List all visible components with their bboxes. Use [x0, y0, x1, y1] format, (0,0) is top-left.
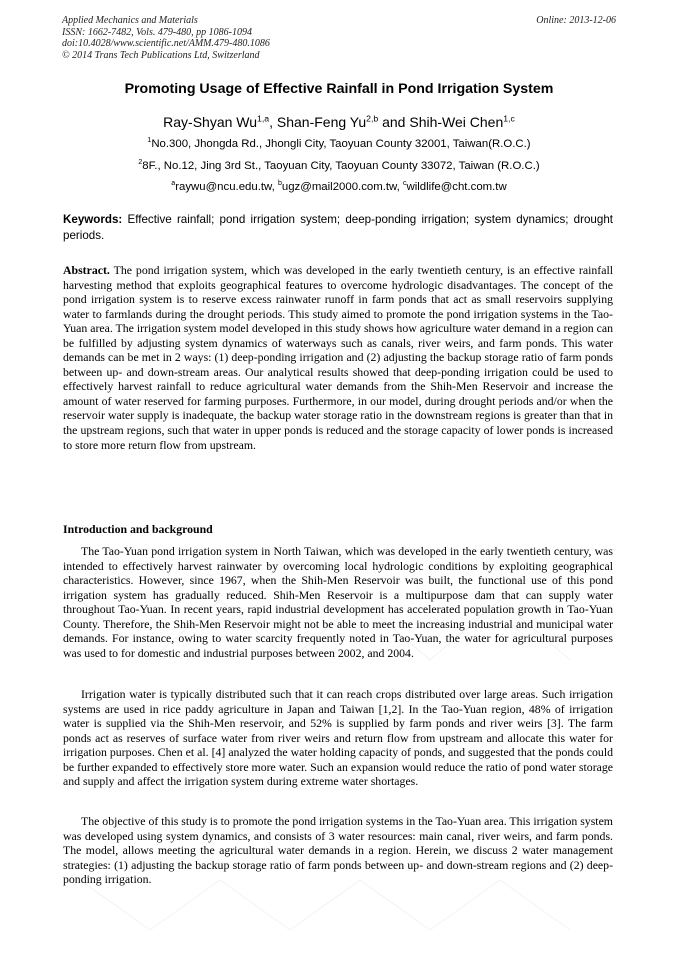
- author-3: and Shih-Wei Chen: [378, 114, 504, 130]
- keywords-label: Keywords:: [63, 213, 123, 226]
- keywords: [63, 212, 613, 244]
- email-a[interactable]: raywu@ncu.edu.tw,: [175, 181, 278, 193]
- author-2: , Shan-Feng Yu: [269, 114, 367, 130]
- email-b[interactable]: ugz@mail2000.com.tw,: [281, 181, 403, 193]
- affiliation-1: [0, 138, 678, 150]
- email-c[interactable]: wildlife@cht.com.tw: [406, 181, 507, 193]
- paper-title: Promoting Usage of Effective Rainfall in Pond Irrigation System: [124, 81, 554, 97]
- abstract: [63, 263, 613, 452]
- author-2-sup: 2,b: [366, 113, 379, 124]
- abstract-text: The pond irrigation system, which was developed in the early twentieth century, is an effective rainfall harvesting method that exploits geographical features to overcome hydrologic disadvantages. The concept of the pond irrigation system is to reserve excess rainwater runoff in farm ponds that act as small reservoirs supplying water to farmlands during the drought periods. This study aimed to promote the pond irrigation systems in the Tao-Yuan area. The irrigation system model developed in this study shows how agriculture water demand in a region can be fulfilled by adjusting system dynamics of waterways such as canals, river weirs, and farm ponds. This water demands can be met in 2 ways: (1) deep-ponding irrigation and (2) adjusting the backup storage ratio of farm ponds between up- and down-stream areas. Our analytical results showed that deep-ponding irrigation could be used to effectively harvest rainfall to reduce agricultural water demands from the Shih-Men Reservoir and increase the amount of water reserved for farming purposes. Furthermore, in our model, during drought periods and/or when the reservoir water supply is inadequate, the backup water storage ratio in the downstream regions is greater than that in the upstream regions, such that water in upper ponds is reduced and the storage capacity of lower ponds is increased to store more return flow from upstream.: [63, 263, 613, 452]
- aff1-text: No.300, Jhongda Rd., Jhongli City, Taoyuan County 32001, Taiwan(R.O.C.): [151, 138, 531, 150]
- affiliation-2: [0, 160, 678, 172]
- intro-p3-text: The objective of this study is to promote the pond irrigation systems in the Tao-Yuan area. This irrigation system was developed using system dynamics, and consists of 3 water resources: main canal, river weirs, and farm ponds. The model, allows meeting the agricultural water demands in a region. Herein, we discuss 2 water management strategies: (1) adjusting the backup storage ratio of farm ponds between up- and down-stream regions and (2) deep-ponding irrigation.: [63, 814, 613, 887]
- intro-paragraph-1: [63, 544, 613, 660]
- intro-paragraph-2: [63, 687, 613, 789]
- author-1-sup: 1,a: [257, 113, 270, 124]
- email-a-sup: a: [171, 180, 176, 188]
- intro-paragraph-3: [63, 814, 613, 887]
- online-date: Online: 2013-12-06: [536, 15, 616, 26]
- copyright-line: © 2014 Trans Tech Publications Ltd, Switzerland: [62, 49, 260, 61]
- aff2-sup: 2: [138, 159, 143, 167]
- aff2-text: 8F., No.12, Jing 3rd St., Taoyuan City, Taoyuan County 33072, Taiwan (R.O.C.): [142, 160, 540, 172]
- email-line: [0, 181, 678, 193]
- journal-name: Applied Mechanics and Materials: [62, 15, 198, 26]
- author-1: Ray-Shyan Wu: [163, 114, 258, 130]
- doi-line: doi:10.4028/www.scientific.net/AMM.479-480.1086: [62, 38, 270, 49]
- abstract-label: Abstract.: [63, 263, 110, 277]
- journal-meta: [62, 15, 270, 61]
- intro-p1-text: The Tao-Yuan pond irrigation system in North Taiwan, which was developed in the early twentieth century, was intended to effectively harvest rainwater by overcoming local hydrologic conditions by exploiting geographical characteristics. However, since 1967, when the Shih-Men Reservoir was built, the functional use of this pond irrigation system has gradually reduced. Shih-Men Reservoir is a multipurpose dam that can supply water throughout Tao-Yuan. In recent years, rapid industrial development has accelerated population growth in Tao-Yuan County. Therefore, the Shih-Men Reservoir might not be able to meet the increasing industrial and municipal water demands. For instance, owing to water scarcity frequently noted in Tao-Yuan, the water for agricultural purposes was used to for domestic and industrial purposes between 2002, and 2004.: [63, 544, 613, 660]
- author-list: [0, 114, 678, 130]
- email-b-sup: b: [277, 180, 282, 188]
- author-3-sup: 1,c: [503, 113, 515, 124]
- section-heading-intro: Introduction and background: [63, 522, 213, 536]
- intro-p2-text: Irrigation water is typically distributed such that it can reach crops distributed over large areas. Such irrigation systems are used in rice paddy agriculture in Japan and Taiwan [1,2]. In the Tao-Yuan region, 48% of irrigation water is supplied via the Shih-Men reservoir, and 52% is supplied by farm ponds and river weirs [3]. The farm ponds act as reserves of surface water from river weirs and return flow from upstream and allocate this water for irrigation purposes. Chen et al. [4] analyzed the water holding capacity of ponds, and suggested that the ponds could be further expanded to effectively store more water. Such an expansion would reduce the ratio of pond water storage and supply and affect the irrigation system during extreme water shortages.: [63, 687, 613, 789]
- email-c-sup: c: [402, 180, 407, 188]
- aff1-sup: 1: [147, 137, 152, 145]
- issn-line: ISSN: 1662-7482, Vols. 479-480, pp 1086-1094: [62, 26, 252, 38]
- keywords-text: Effective rainfall; pond irrigation system; deep-ponding irrigation; system dynamics; drought periods.: [63, 213, 613, 242]
